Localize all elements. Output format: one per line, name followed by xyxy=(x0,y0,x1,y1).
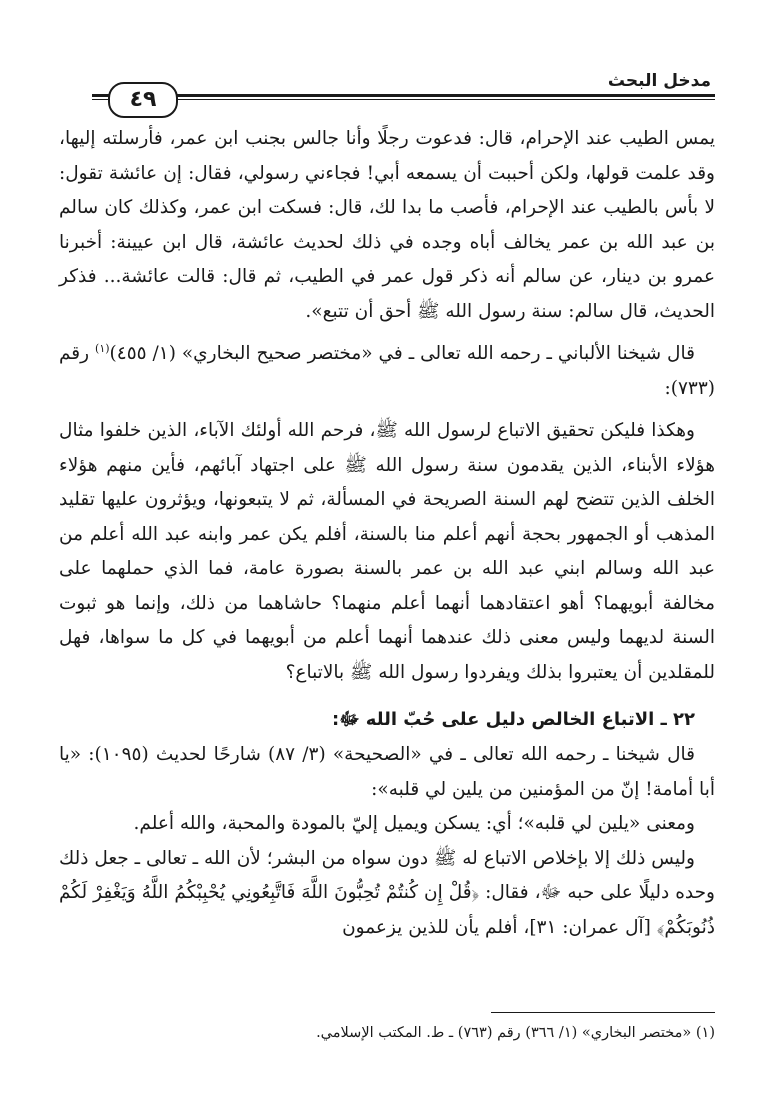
paragraph-quran-verse: وليس ذلك إلا بإخلاص الاتباع له ﷺ دون سواه من البشر؛ لأن الله ـ تعالى ـ جعل ذلك وحده دليلًا على حبه ﷻ، فقال: ﴿قُلْ إِن كُنتُمْ تُحِبُّونَ اللَّهَ فَاتَّبِعُونِي يُحْبِبْكُمُ اللَّهُ وَيَغْفِرْ لَكُمْ ذُنُوبَكُمْ﴾ [آل عمران: ٣١]، أفلم يأن للذين يزعمون xyxy=(59,847,715,938)
paragraph-gap xyxy=(59,690,715,698)
header-rule xyxy=(92,94,715,102)
paragraph-sahiha-citation: قال شيخنا ـ رحمه الله تعالى ـ في «الصحيحة» (٣/ ٨٧) شارحًا لحديث (١٠٩٥): «يا أبا أمامة! إنّ من المؤمنين من يلين لي قلبه»: xyxy=(59,744,715,800)
body-text xyxy=(59,122,715,945)
paragraph-commentary: وهكذا فليكن تحقيق الاتباع لرسول الله ﷺ، فرحم الله أولئك الآباء، الذين خلفوا مثال هؤلاء الأبناء، الذين يقدمون سنة رسول الله ﷺ على اجتهاد آبائهم، فأين منهم هؤلاء الخلف الذين تتضح لهم السنة الصريحة في المسألة، ثم لا يتبعونها، ويؤثرون عليها تقليد المذهب أو الجمهور بحجة أنهم أعلم منا بالسنة، أفلم يكن عمر وابنه عبد الله أعلم من عبد الله وسالم ابني عبد الله بن عمر بالسنة بصورة عامة، فما الذي حملهما على مخالفة أبويهما؟ أهو اعتقادهما أنهما أعلم منهما؟ حاشاهما من ذلك، وإنما هو ثبوت السنة لديهما وليس معنى ذلك عندهما أنهما أعلم من أبويهما في كل ما سواها، فهل للمقلدين أن يعتبروا بذلك ويفردوا رسول الله ﷺ بالاتباع؟ xyxy=(59,420,715,683)
paragraph-albani-citation xyxy=(59,337,715,406)
header-rule-thick xyxy=(92,94,715,97)
paragraph-meaning: ومعنى «يلين لي قلبه»؛ أي: يسكن ويميل إليّ بالمودة والمحبة، والله أعلم. xyxy=(133,813,695,834)
paragraph-gap xyxy=(59,329,715,337)
footnote-rule xyxy=(491,1012,715,1013)
paragraph-gap xyxy=(59,406,715,414)
section-heading: ٢٢ ـ الاتباع الخالص دليل على حُبّ الله ﷻ: xyxy=(332,709,695,730)
footnote: (١) «مختصر البخاري» (١/ ٣٦٦) رقم (٧٦٣) ـ ط. المكتب الإسلامي. xyxy=(316,1025,715,1041)
paragraph-hadith-continuation: يمس الطيب عند الإحرام، قال: فدعوت رجلًا وأنا جالس بجنب ابن عمر، فأرسلته إليها، وقد علمت قولها، ولكن أحببت أن يسمعه أبي! فجاءني رسولي، فقال: إن عائشة تقول: لا بأس بالطيب عند الإحرام، فأصب ما بدا لك، قال: فسكت ابن عمر، وكذلك كان سالم بن عبد الله بن عمر يخالف أباه وجده في ذلك لحديث عائشة، قال ابن عيينة: أخبرنا عمرو بن دينار، عن سالم أنه ذكر قول عمر في الطيب، ثم قال: قالت عائشة... فذكر الحديث، قال سالم: سنة رسول الله ﷺ أحق أن تتبع». xyxy=(59,128,715,322)
citation-text: قال شيخنا الألباني ـ رحمه الله تعالى ـ في «مختصر صحيح البخاري» (١/ ٤٥٥) xyxy=(109,343,695,364)
citation-number: رقم (٧٣٣): xyxy=(59,343,715,399)
running-head: مدخل البحث xyxy=(607,71,711,91)
header-rule-thin xyxy=(92,99,715,100)
footnote-marker[interactable]: (١) xyxy=(95,341,110,355)
page-number: ٤٩ xyxy=(108,82,178,118)
